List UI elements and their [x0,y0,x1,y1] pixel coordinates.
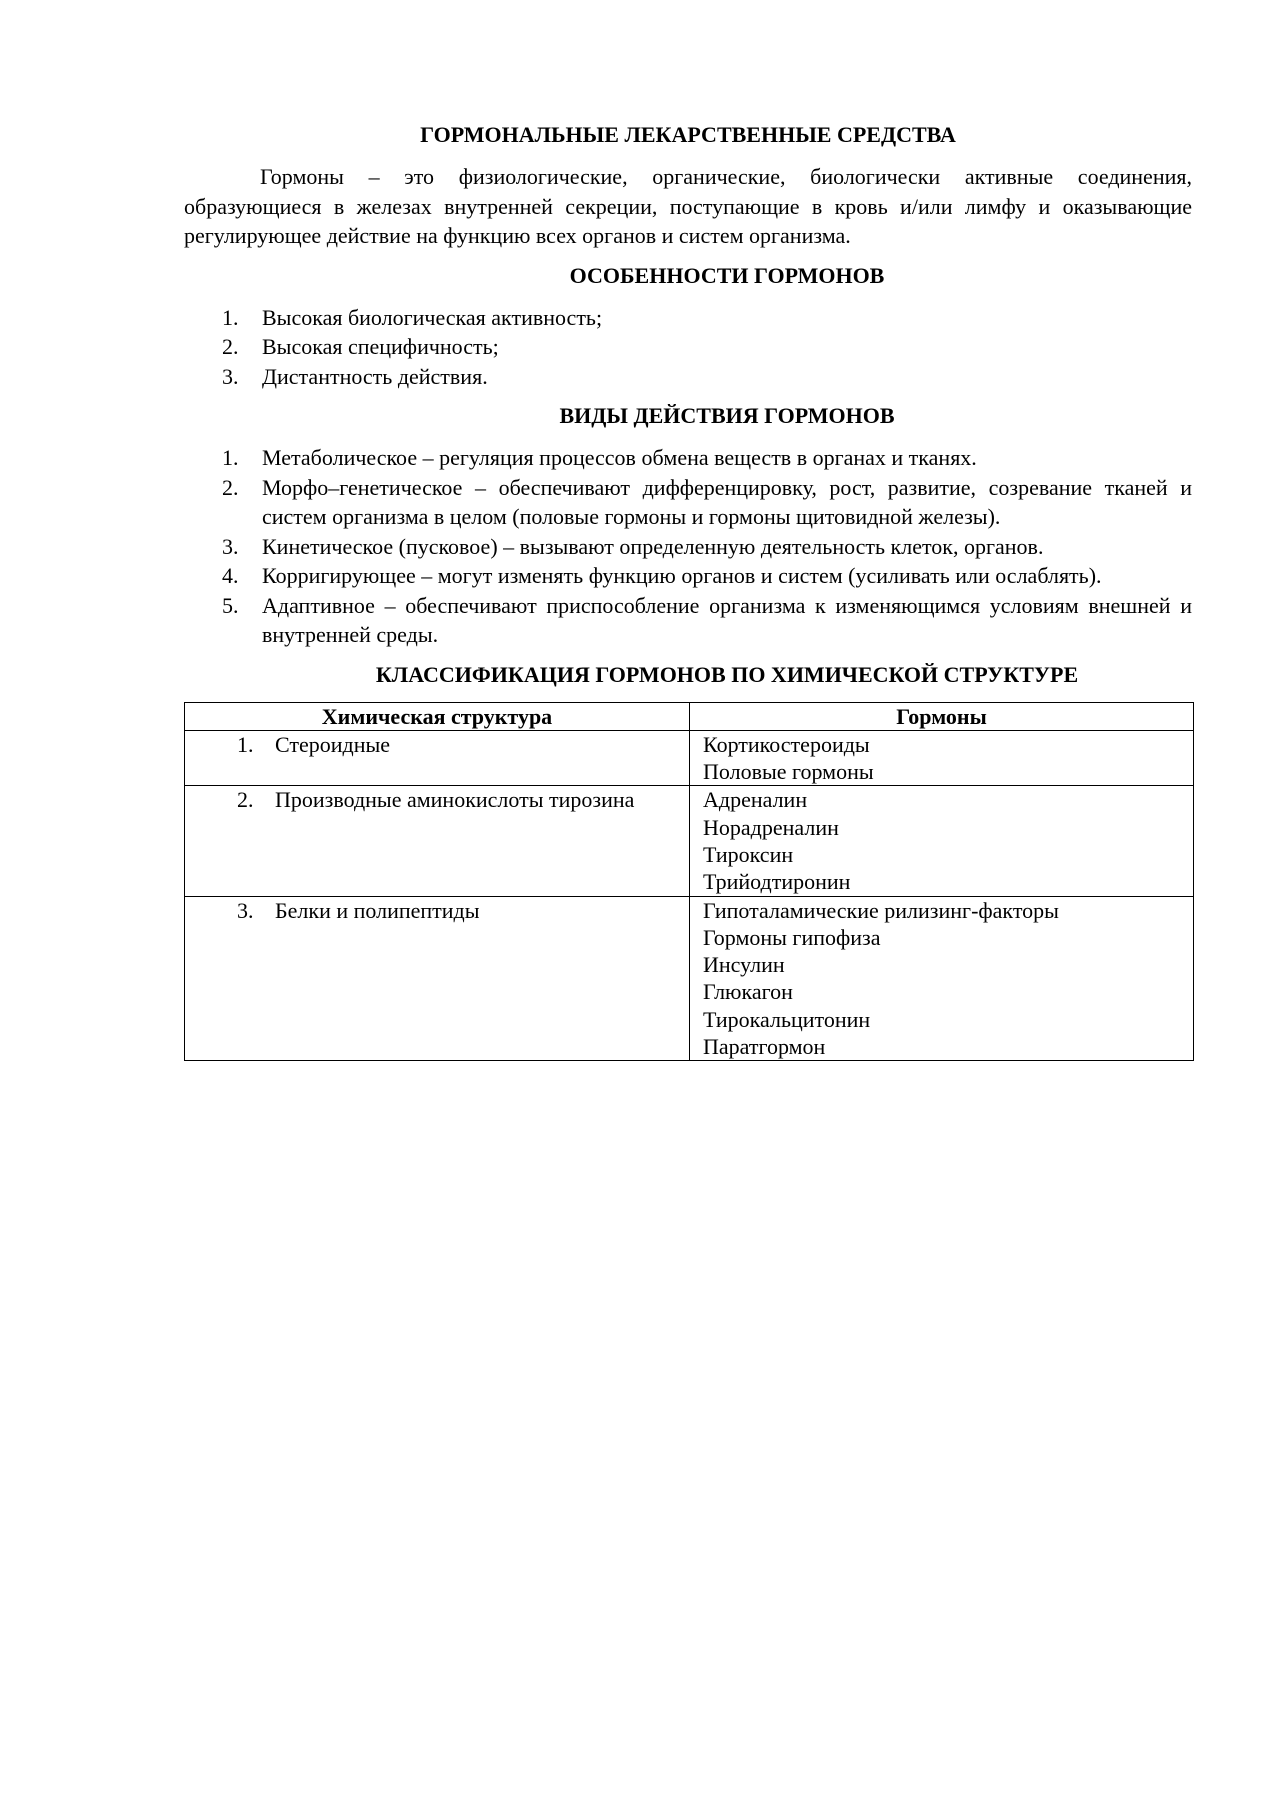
actions-heading: ВИДЫ ДЕЙСТВИЯ ГОРМОНОВ [559,403,895,428]
hormones-cell [690,786,1194,896]
classification-table [184,702,1194,1062]
hormones-cell [690,730,1194,786]
structure-cell: 3. Белки и полипептиды [185,896,690,1061]
structure-cell: 2. Производные аминокислоты тирозина [185,786,690,896]
list-item: 2. Высокая специфичность; [222,334,499,359]
intro-paragraph: Гормоны – это физиологические, органические, биологически активные соединения, образующиеся в железах внутренней секреции, поступающие в кровь и/или лимфу и оказывающие регулирующее действие на функцию всех органов и систем организма. [184,164,1192,248]
hormone-item: Половые гормоны [703,759,874,785]
document-page [184,120,1192,1061]
column-header-structure: Химическая структура [185,702,690,730]
hormone-item: Тирокальцитонин [703,1006,871,1032]
table-header-row [185,702,1194,730]
hormone-item: Тироксин [703,841,794,867]
table-row [185,730,1194,786]
list-item: 1. Метаболическое – регуляция процессов обмена веществ в органах и тканях. [222,445,977,470]
hormone-item: Инсулин [703,952,785,978]
hormone-item: Кортикостероиды [703,731,870,757]
column-header-hormones: Гормоны [690,702,1194,730]
hormone-item: Паратгормон [703,1034,826,1060]
list-item: 5. Адаптивное – обеспечивают приспособление организма к изменяющимся условиям внешней и внутренней среды. [222,592,1192,647]
features-list [184,303,1192,392]
hormone-item: Гипоталамические рилизинг-факторы [703,897,1059,923]
table-row [185,786,1194,896]
list-item: 3. Дистантность действия. [222,363,488,389]
classification-heading: КЛАССИФИКАЦИЯ ГОРМОНОВ ПО ХИМИЧЕСКОЙ СТРУКТУРЕ [375,661,1079,687]
list-item: 3. Кинетическое (пусковое) – вызывают определенную деятельность клеток, органов. [222,533,1044,559]
table-row [185,896,1194,1061]
actions-list [184,443,1192,650]
structure-cell: 1. Стероидные [185,730,690,786]
features-heading: ОСОБЕННОСТИ ГОРМОНОВ [569,262,885,288]
hormone-item: Адреналин [703,787,808,813]
document-title: ГОРМОНАЛЬНЫЕ ЛЕКАРСТВЕННЫЕ СРЕДСТВА [420,122,956,147]
list-item: 4. Корригирующее – могут изменять функцию органов и систем (усиливать или ослаблять). [222,563,1102,588]
hormone-item: Гормоны гипофиза [703,924,881,950]
list-item: 2. Морфо–генетическое – обеспечивают дифференцировку, рост, развитие, созревание тканей и систем организма в целом (половые гормоны и гормоны щитовидной железы). [222,474,1192,529]
hormone-item: Норадреналин [703,814,839,840]
hormone-item: Глюкагон [703,979,793,1005]
hormones-cell [690,896,1194,1061]
list-item: 1. Высокая биологическая активность; [222,304,603,330]
hormone-item: Трийодтиронин [703,869,851,895]
